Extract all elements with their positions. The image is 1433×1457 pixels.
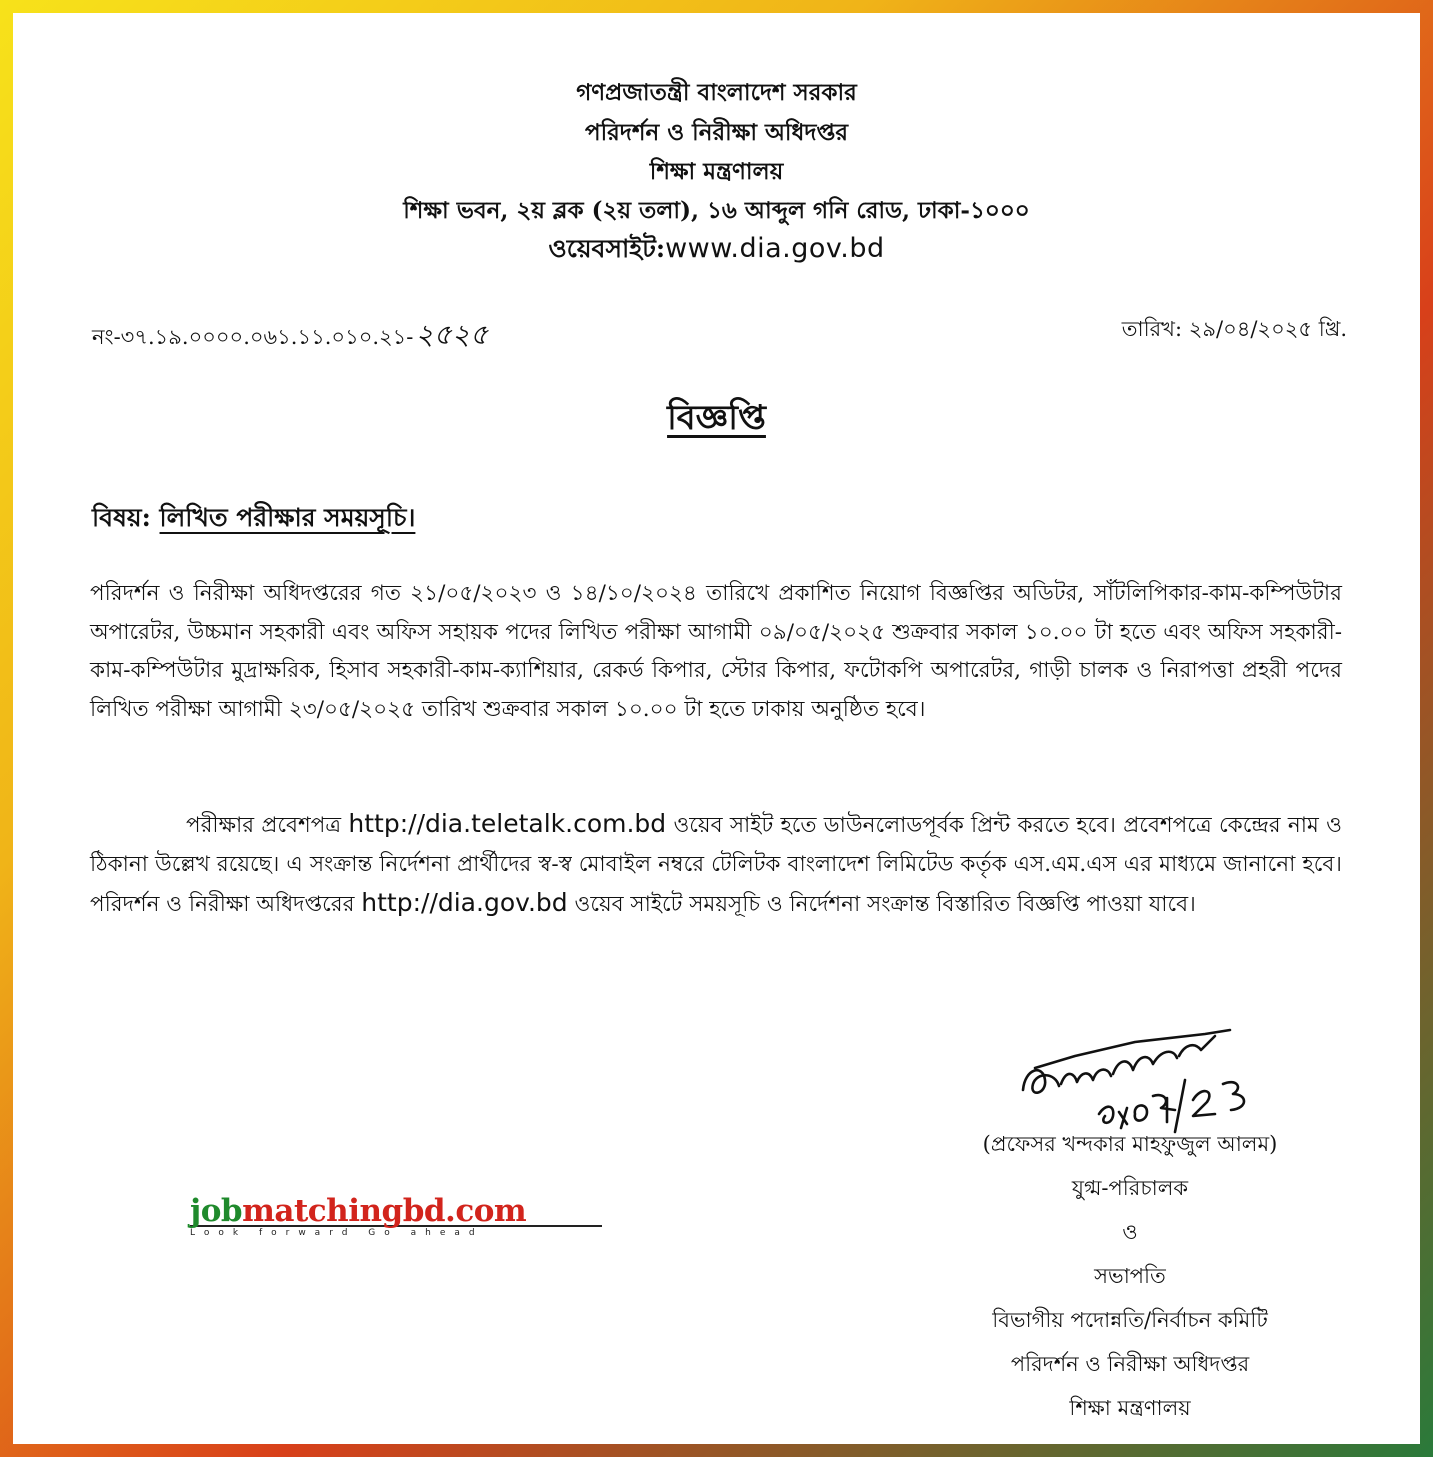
notice-title <box>0 392 1433 449</box>
subject-line <box>92 498 415 541</box>
dia-link[interactable]: http://dia.gov.bd <box>361 888 568 917</box>
p2-text-2: ওয়েব সাইট হতে ডাউনলোডপূর্বক প্রিন্ট করতে হবে। প্রবেশপত্রে কেন্দ্রের নাম ও ঠিকানা উল্লেখ রয়েছে। এ সংক্রান্ত নির্দেশনা প্রার্থীদের স্ব-স্ব মোবাইল নম্বরে টেলিটক বাংলাদেশ লিমিটেড কর্তৃক এস.এম.এস এর মাধ্যমে জানানো হবে। পরিদর্শন ও নিরীক্ষা অধিদপ্তরের <box>90 813 1342 917</box>
memo-date: তারিখ: ২৯/০৪/২০২৫ খ্রি. <box>1121 317 1347 341</box>
header-address: শিক্ষা ভবন, ২য় ব্লক (২য় তলা), ১৬ আব্দুল গনি রোড, ঢাকা-১০০০ <box>403 197 1030 224</box>
subject-text: লিখিত পরীক্ষার সময়সূচি। <box>159 503 416 532</box>
jobmatchingbd-watermark <box>190 1195 610 1255</box>
body-paragraph-2 <box>90 805 1342 925</box>
subject-label: বিষয়: <box>92 503 151 532</box>
header-website <box>0 234 1433 264</box>
header-government: গণপ্রজাতন্ত্রী বাংলাদেশ সরকার <box>576 79 857 106</box>
watermark-brand-part2: matchingbd.com <box>242 1193 527 1229</box>
signatory-block <box>840 1122 1420 1430</box>
signatory-designation-1: যুগ্ম-পরিচালক <box>1071 1176 1189 1200</box>
body-paragraph-1: পরিদর্শন ও নিরীক্ষা অধিদপ্তরের গত ২১/০৫/২০২৩ ও ১৪/১০/২০২৪ তারিখে প্রকাশিত নিয়োগ বিজ্ঞপ্তির অডিটর, সাঁটলিপিকার-কাম-কম্পিউটার অপারেটর, উচ্চমান সহকারী এবং অফিস সহায়ক পদের লিখিত পরীক্ষা আগামী ০৯/০৫/২০২৫ শুক্রবার সকাল ১০.০০ টা হতে এবং অফিস সহকারী-কাম-কম্পিউটার মুদ্রাক্ষরিক, হিসাব সহকারী-কাম-ক্যাশিয়ার, রেকর্ড কিপার, স্টোর কিপার, ফটোকপি অপারেটর, গাড়ী চালক ও নিরাপত্তা প্রহরী পদের লিখিত পরীক্ষা আগামী ২৩/০৫/২০২৫ তারিখ শুক্রবার সকাল ১০.০০ টা হতে ঢাকায় অনুষ্ঠিত হবে। <box>90 581 1342 722</box>
memo-number-text: নং-৩৭.১৯.০০০০.০৬১.১১.০১০.২১- <box>92 325 414 349</box>
watermark-brand <box>190 1195 610 1227</box>
website-url[interactable]: www.dia.gov.bd <box>665 233 885 264</box>
watermark-brand-part1: job <box>190 1193 243 1229</box>
signatory-name: (প্রফেসর খন্দকার মাহফুজুল আলম) <box>982 1132 1278 1156</box>
notice-title-text: বিজ্ঞপ্তি <box>667 398 766 438</box>
memo-number-handwritten: ২৫২৫ <box>415 318 489 351</box>
p2-text-3: ওয়েব সাইটে সময়সূচি ও নির্দেশনা সংক্রান্ত বিস্তারিত বিজ্ঞপ্তি পাওয়া যাবে। <box>567 892 1196 917</box>
signatory-conjunction: ও <box>1122 1220 1138 1244</box>
signatory-designation-2: সভাপতি <box>1094 1264 1166 1288</box>
teletalk-link[interactable]: http://dia.teletalk.com.bd <box>348 809 667 838</box>
signatory-department: পরিদর্শন ও নিরীক্ষা অধিদপ্তর <box>1010 1352 1250 1376</box>
signatory-committee: বিভাগীয় পদোন্নতি/নির্বাচন কমিটি <box>992 1308 1268 1332</box>
header-department: পরিদর্শন ও নিরীক্ষা অধিদপ্তর <box>584 119 849 146</box>
header-ministry: শিক্ষা মন্ত্রণালয় <box>649 158 784 185</box>
website-label: ওয়েবসাইট: <box>548 234 666 263</box>
memo-number <box>92 313 488 360</box>
watermark-tagline: Look forward Go ahead <box>190 1225 602 1238</box>
p2-text-1: পরীক্ষার প্রবেশপত্র <box>186 813 349 838</box>
signatory-ministry: শিক্ষা মন্ত্রণালয় <box>1069 1396 1191 1420</box>
